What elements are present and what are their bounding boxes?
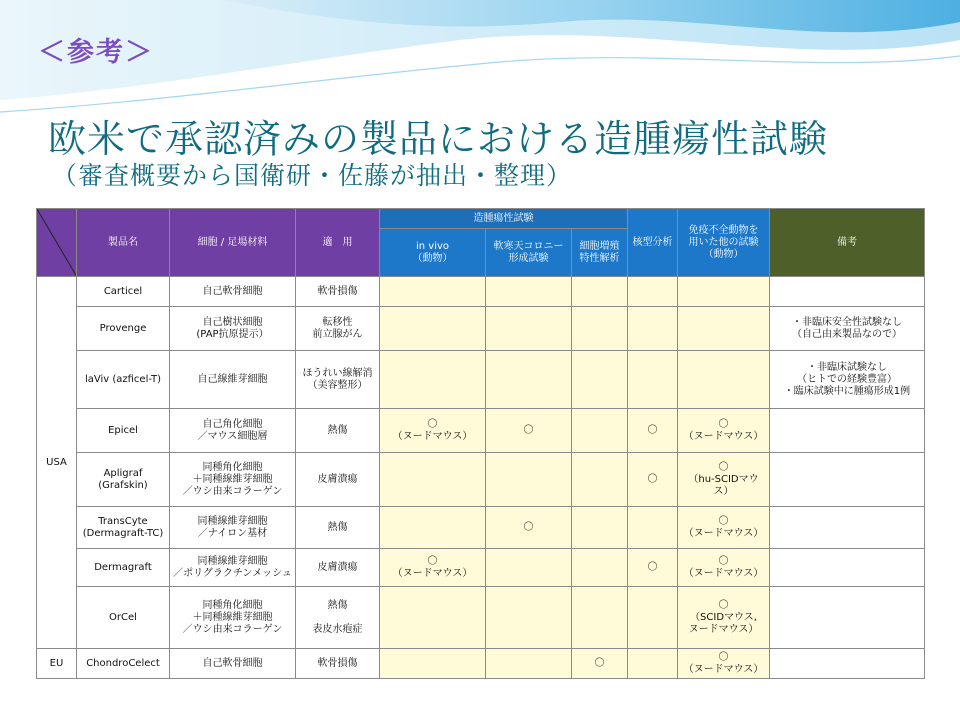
in-vivo-result — [380, 649, 486, 679]
region-usa: USA — [37, 277, 77, 649]
diagonal-line — [37, 209, 77, 277]
karyotype-result — [628, 307, 678, 351]
indication: 皮膚潰瘍 — [296, 549, 380, 587]
remarks — [770, 507, 925, 549]
in-vivo-result — [380, 277, 486, 307]
indication: 熱傷 — [296, 507, 380, 549]
remarks — [770, 277, 925, 307]
cell-material: 自己角化細胞 ／マウス細胞層 — [170, 409, 296, 453]
table-row — [37, 507, 925, 549]
cell-material: 自己軟骨細胞 — [170, 649, 296, 679]
indication: 軟骨損傷 — [296, 277, 380, 307]
soft-agar-result — [486, 587, 572, 649]
karyotype-result: 〇 — [628, 453, 678, 507]
header-product: 製品名 — [77, 209, 170, 277]
karyotype-result: 〇 — [628, 409, 678, 453]
soft-agar-result — [486, 307, 572, 351]
header-karyotype: 核型分析 — [628, 209, 678, 277]
proliferation-result — [572, 453, 628, 507]
reference-label: ＜参考＞ — [38, 37, 154, 68]
table-row — [37, 277, 925, 307]
in-vivo-result: 〇 （ヌードマウス） — [380, 549, 486, 587]
soft-agar-result — [486, 549, 572, 587]
indication: 皮膚潰瘍 — [296, 453, 380, 507]
indication: 軟骨損傷 — [296, 649, 380, 679]
other-test-result: 〇 （ヌードマウス） — [678, 409, 770, 453]
in-vivo-result — [380, 351, 486, 409]
header-corner — [37, 209, 77, 277]
header-cell: 細胞 / 足場材料 — [170, 209, 296, 277]
table-row — [37, 409, 925, 453]
in-vivo-result — [380, 453, 486, 507]
cell-material: 自己軟骨細胞 — [170, 277, 296, 307]
other-test-result — [678, 277, 770, 307]
in-vivo-result — [380, 587, 486, 649]
other-test-result: 〇 （ヌードマウス） — [678, 507, 770, 549]
karyotype-result — [628, 649, 678, 679]
remarks — [770, 409, 925, 453]
other-test-result — [678, 351, 770, 409]
other-test-result: 〇 （hu-SCIDマウ ス） — [678, 453, 770, 507]
region-eu: EU — [37, 649, 77, 679]
product-name: Dermagraft — [77, 549, 170, 587]
soft-agar-result — [486, 453, 572, 507]
remarks — [770, 649, 925, 679]
soft-agar-result — [486, 351, 572, 409]
proliferation-result — [572, 507, 628, 549]
table-row — [37, 307, 925, 351]
remarks — [770, 453, 925, 507]
indication: 熱傷 — [296, 409, 380, 453]
header-in-vivo: in vivo （動物） — [380, 229, 486, 277]
in-vivo-result — [380, 307, 486, 351]
indication: ほうれい線解消 （美容整形） — [296, 351, 380, 409]
cell-material: 同種角化細胞 ＋同種線維芽細胞 ／ウシ由来コラーゲン — [170, 453, 296, 507]
other-test-result — [678, 307, 770, 351]
product-name: Epicel — [77, 409, 170, 453]
other-test-result: 〇 （SCIDマウス, ヌードマウス） — [678, 587, 770, 649]
table-row — [37, 587, 925, 649]
soft-agar-result — [486, 649, 572, 679]
soft-agar-result: 〇 — [486, 507, 572, 549]
header-soft-agar: 軟寒天コロニー 形成試験 — [486, 229, 572, 277]
remarks — [770, 549, 925, 587]
header-tumor-group: 造腫瘍性試験 — [380, 209, 628, 229]
slide-subtitle: （審査概要から国衛研・佐藤が抽出・整理） — [52, 161, 573, 190]
table-body — [37, 277, 925, 679]
cell-material: 同種角化細胞 ＋同種線維芽細胞 ／ウシ由来コラーゲン — [170, 587, 296, 649]
in-vivo-result — [380, 507, 486, 549]
table-row — [37, 351, 925, 409]
table-row — [37, 549, 925, 587]
remarks — [770, 587, 925, 649]
product-name: ChondroCelect — [77, 649, 170, 679]
proliferation-result — [572, 277, 628, 307]
header-proliferation: 細胞増殖 特性解析 — [572, 229, 628, 277]
cell-material: 同種線維芽細胞 ／ナイロン基材 — [170, 507, 296, 549]
proliferation-result — [572, 409, 628, 453]
cell-material: 自己線維芽細胞 — [170, 351, 296, 409]
product-name: laViv (azficel-T) — [77, 351, 170, 409]
proliferation-result — [572, 549, 628, 587]
table-row — [37, 649, 925, 679]
karyotype-result — [628, 351, 678, 409]
soft-agar-result — [486, 277, 572, 307]
other-test-result: 〇 （ヌードマウス） — [678, 549, 770, 587]
table-row — [37, 453, 925, 507]
product-name: Carticel — [77, 277, 170, 307]
soft-agar-result: 〇 — [486, 409, 572, 453]
karyotype-result — [628, 277, 678, 307]
proliferation-result — [572, 351, 628, 409]
proliferation-result — [572, 587, 628, 649]
product-name: Provenge — [77, 307, 170, 351]
proliferation-result — [572, 307, 628, 351]
karyotype-result — [628, 587, 678, 649]
remarks: ・非臨床試験なし （ヒトでの経験豊富） ・臨床試験中に腫瘍形成1例 — [770, 351, 925, 409]
karyotype-result — [628, 507, 678, 549]
product-name: OrCel — [77, 587, 170, 649]
header-other-tests: 免疫不全動物を 用いた他の試験 （動物） — [678, 209, 770, 277]
proliferation-result: 〇 — [572, 649, 628, 679]
remarks: ・非臨床安全性試験なし （自己由来製品なので） — [770, 307, 925, 351]
karyotype-result: 〇 — [628, 549, 678, 587]
product-name: TransCyte (Dermagraft-TC) — [77, 507, 170, 549]
tumorigenicity-table — [36, 208, 925, 679]
other-test-result: 〇 （ヌードマウス） — [678, 649, 770, 679]
indication: 熱傷 表皮水疱症 — [296, 587, 380, 649]
slide-title: 欧米で承認済みの製品における造腫瘍性試験 — [48, 117, 829, 161]
cell-material: 同種線維芽細胞 ／ポリグラクチンメッシュ — [170, 549, 296, 587]
cell-material: 自己樹状細胞 (PAP抗原提示） — [170, 307, 296, 351]
indication: 転移性 前立腺がん — [296, 307, 380, 351]
in-vivo-result: 〇 （ヌードマウス） — [380, 409, 486, 453]
product-name: Apligraf (Grafskin) — [77, 453, 170, 507]
header-remarks: 備考 — [770, 209, 925, 277]
header-indication: 適 用 — [296, 209, 380, 277]
